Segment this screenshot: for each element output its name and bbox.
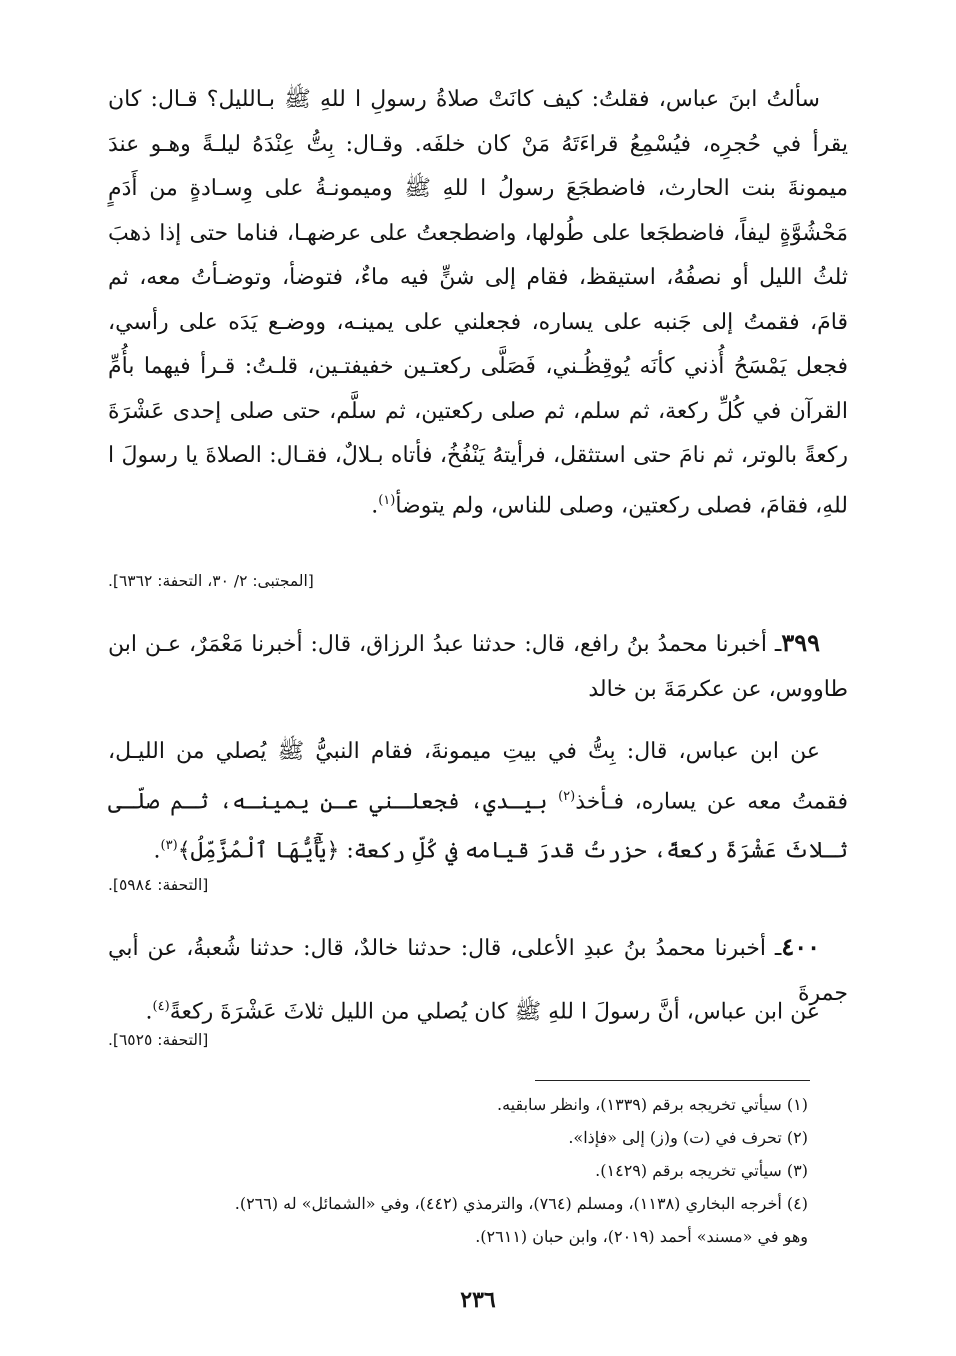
reference-398: [المجتبى: ٢/ ٣٠، التحفة: ٦٣٦٢]. <box>108 572 314 590</box>
footnotes <box>148 1088 808 1253</box>
reference-399: [التحفة: ٥٩٨٤]. <box>108 876 209 894</box>
footnote-1: (١) سيأتي تخريجه برقم (١٣٣٩)، وانظر سابقيه. <box>497 1095 808 1114</box>
hadith-399-matn: عن ابن عباس، قال: بِتُّ في بيتِ ميمونةَ، فقام النبيُّ ﷺ يُصلي من الليـل، فقمتُ معه عن يساره، فـأخذ$^{(٢)}$ بيـدي، فجعلـني عـن يمينـه، ثـم صلّـى ثـلاثَ عَشْرَةَ ركعةً، حزرتُ قدرَ قيامه في كُلِّ ركعة: ﴿يَٰٓأَيُّهَا ٱلْمُزَّمِّلُ﴾$^{(٣)}$. <box>108 739 848 864</box>
matn-text: عن ابن عباس، أنَّ رسولَ ا للهِ ﷺ كان يُصلي من الليل ثلاثَ عَشْرَةَ ركعةً <box>169 999 820 1025</box>
matn-text-continued: بيـدي، فجعلـني عـن يمينـه، ثـم صلّـى ثـلاثَ عَشْرَةَ ركعةً، حزرتُ قدرَ قيامه في كُلِّ ركعة: ﴿يَٰٓأَيُّهَا ٱلْمُزَّمِّلُ﴾ <box>108 788 848 864</box>
footnote-divider <box>535 1080 810 1081</box>
hadith-number-400: ٤٠٠ <box>781 932 820 961</box>
footnote-marker-1: (١) <box>378 492 396 508</box>
footnote-4-continued: وهو في «مسند» أحمد (٢٠١٩)، وابن حبان (٢٦١١). <box>475 1227 808 1246</box>
isnad-text: ـ أخبرنا محمدُ بنُ عبدِ الأعلى، قال: حدثنا خالدٌ، قال: حدثنا شُعبةُ، عن أبي جمرةَ <box>108 936 848 1006</box>
footnote-3: (٣) سيأتي تخريجه برقم (١٤٢٩). <box>595 1161 808 1180</box>
hadith-398-text: سألتُ ابنَ عباس، فقلتُ: كيف كانَتْ صلاةُ رسولِ ا للهِ ﷺ بـالليل؟ قـال: كان يقرأ في حُجرِه، فيُسْمِعُ قراءَتَهُ مَنْ كان خلفَه. وقـال: بِتُّ عِنْدَهُ ليلـةً وهـو عندَ ميمونةَ بنت الحارث، فاضطجَعَ رسولُ ا للهِ ﷺ وميمونـةُ على وِسـادةٍ من أَدَمٍ مَحْشُوَّةٍ ليفاً، فاضطجَعا على طُولها، واضطجعتُ على عرضهـا، فناما حتى إذا ذهبَ ثلثُ الليل أو نصفُهُ، استيقظ، فقام إلى شنٍّ فيه ماءٌ، فتوضأ، وتوضـأتُ معه، ثم قامَ، فقمتُ إلى جَنبه على يساره، فجعلني على يمينـه، ووضـع يَدَه على رأسي، فجعل يَمْسَحُ أُذني كأنَه يُوقِظُـني، فَصَلَّى ركعتـين خفيفتـين، قلـتُ: قـرأ فيهما بأُمِّ القرآن في كُلِّ ركعة، ثم سلم، ثم صلى ركعتين، ثم سلَّم، حتى صلى إحدى عَشْرَةَ ركعةً بالوتر، ثم نامَ حتى استثقل، فرأيتهُ يَنْفُخُ، فأتاه بـلالٌ، فقـال: الصلاةَ يا رسولَ ا للهِ، فقامَ، فصلى ركعتين، وصلى للناس، ولم يتوضأ$^{(١)}$. <box>108 87 848 518</box>
hadith-399-isnad <box>108 621 848 712</box>
footnote-marker-3: (٣) <box>160 838 178 854</box>
hadith-number-399: ٣٩٩ <box>781 628 820 657</box>
reference-400: [التحفة: ٦٥٢٥]. <box>108 1031 209 1049</box>
matn-text: عن ابن عباس، قال: بِتُّ في بيتِ ميمونةَ، فقام النبيُّ ﷺ يُصلي من الليـل، فقمتُ معه عن يساره، فـأخذ <box>108 739 848 814</box>
paragraph-text: سألتُ ابنَ عباس، فقلتُ: كيف كانَتْ صلاةُ رسولِ ا للهِ ﷺ بـالليل؟ قـال: كان يقرأ في حُجرِه، فيُسْمِعُ قراءَتَهُ مَنْ كان خلفَه. وقـال: بِتُّ عِنْدَهُ ليلـةً وهـو عندَ ميمونةَ بنت الحارث، فاضطجَعَ رسولُ ا للهِ ﷺ وميمونـةُ على وِسـادةٍ من أَدَمٍ مَحْشُوَّةٍ ليفاً، فاضطجَعا على طُولها، واضطجعتُ على عرضهـا، فناما حتى إذا ذهبَ ثلثُ الليل أو نصفُهُ، استيقظ، فقام إلى شنٍّ فيه ماءٌ، فتوضأ، وتوضـأتُ معه، ثم قامَ، فقمتُ إلى جَنبه على يساره، فجعلني على يمينـه، ووضـع يَدَه على رأسي، فجعل يَمْسَحُ أُذني كأنَه يُوقِظُـني، فَصَلَّى ركعتـين خفيفتـين، قلـتُ: قـرأ فيهما بأُمِّ القرآن في كُلِّ ركعة، ثم سلم، ثم صلى ركعتين، ثم سلَّم، حتى صلى إحدى عَشْرَةَ ركعةً بالوتر، ثم نامَ حتى استثقل، فرأيتهُ يَنْفُخُ، فأتاه بـلالٌ، فقـال: الصلاةَ يا رسولَ ا للهِ، فقامَ، فصلى ركعتين، وصلى للناس، ولم يتوضأ <box>108 87 848 518</box>
footnote-4: (٤) أخرجه البخاري (١١٣٨)، ومسلم (٧٦٤)، والترمذي (٤٤٢)، وفي «الشمائل» له (٢٦٦). <box>234 1194 808 1213</box>
footnote-marker-4: (٤) <box>152 999 170 1014</box>
hadith-400-matn: عن ابن عباس، أنَّ رسولَ ا للهِ ﷺ كان يُصلي من الليل ثلاثَ عَشْرَةَ ركعةً$^{(٤)}$. <box>145 999 820 1025</box>
isnad-text: ـ أخبرنا محمدُ بنُ رافع، قال: حدثنا عبدُ الرزاق، قال: أخبرنا مَعْمَرٌ، عـن ابن طاووس، عن عكرمَةَ بن خالد <box>108 632 848 702</box>
footnote-marker-2: (٢) <box>558 788 576 804</box>
page-number: ٢٣٦ <box>460 1287 496 1313</box>
footnote-2: (٢) تحرف في (ت) و(ز) إلى «فإذا». <box>568 1128 808 1147</box>
